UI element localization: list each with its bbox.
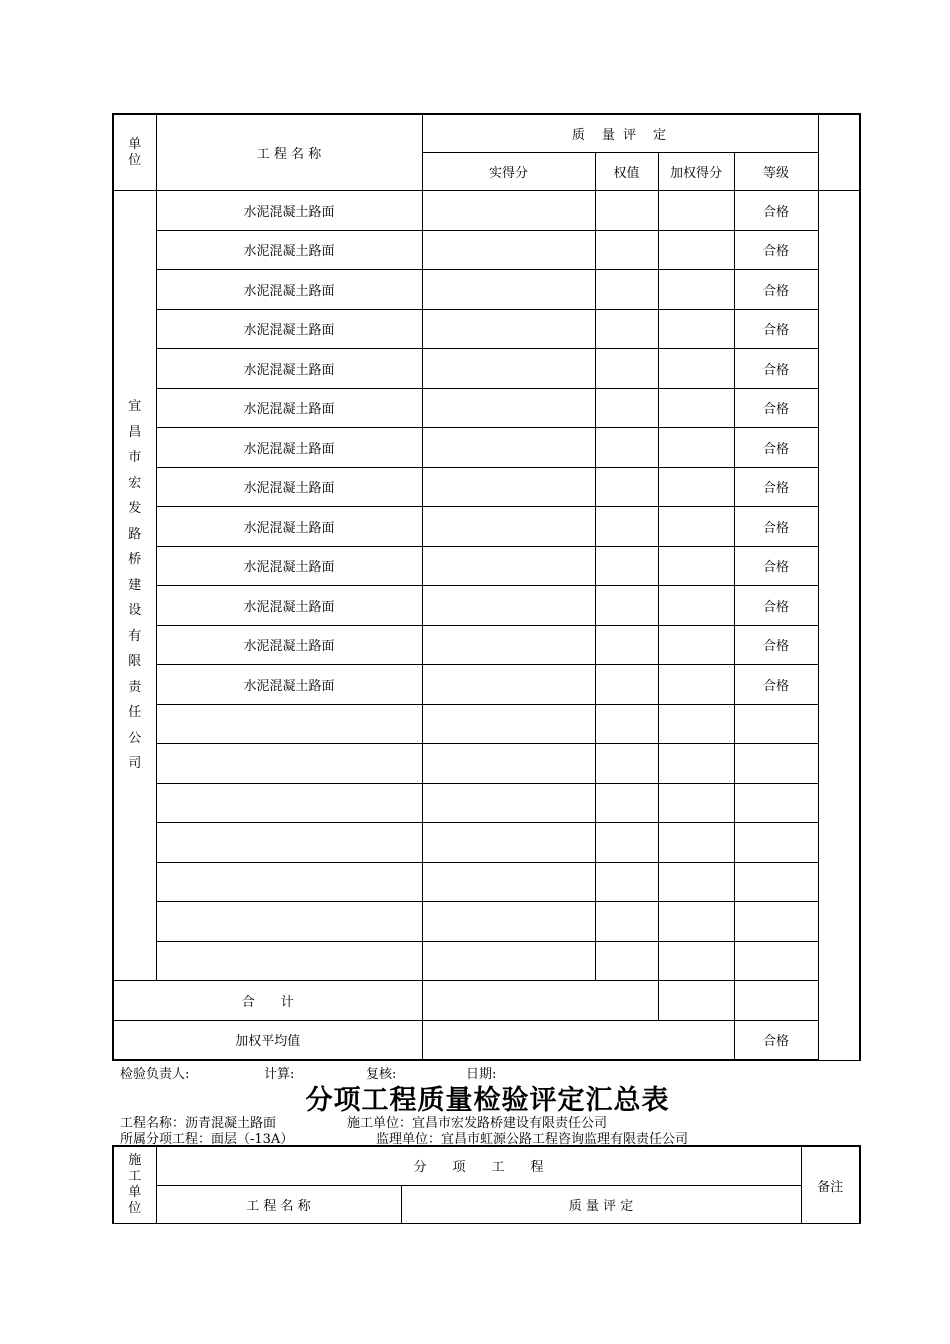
summary-title: 分项工程质量检验评定汇总表 — [305, 1085, 670, 1116]
weighted-avg-value — [422, 1020, 734, 1060]
weight-cell — [595, 744, 658, 784]
table-row — [113, 309, 860, 349]
inspector-label: 检验负责人: — [120, 1067, 190, 1082]
weighted-score-cell — [658, 941, 734, 981]
total-weighted-cell — [658, 981, 734, 1021]
actual-score-cell — [422, 467, 595, 507]
info-sub-project: 所属分项工程：面层（-13A） — [120, 1132, 294, 1147]
row-project-name — [156, 704, 422, 744]
row-grade — [734, 941, 818, 981]
weighted-avg-label: 加权平均值 — [113, 1020, 422, 1060]
grade-header: 等级 — [734, 153, 818, 191]
weight-cell — [595, 467, 658, 507]
weighted-score-cell — [658, 467, 734, 507]
row-grade — [734, 704, 818, 744]
row-project-name: 水泥混凝土路面 — [156, 349, 422, 389]
company-char: 宏 — [128, 475, 142, 491]
weight-cell — [595, 546, 658, 586]
actual-score-cell — [422, 428, 595, 468]
row-project-name: 水泥混凝土路面 — [156, 191, 422, 231]
row-project-name — [156, 744, 422, 784]
row-project-name: 水泥混凝土路面 — [156, 467, 422, 507]
weighted-score-cell — [658, 665, 734, 705]
table-row — [113, 862, 860, 902]
info-supervisor: 监理单位：宜昌市虹源公路工程咨询监理有限责任公司 — [376, 1132, 689, 1147]
weighted-score-cell — [658, 704, 734, 744]
weight-cell — [595, 902, 658, 942]
weighted-score-cell — [658, 744, 734, 784]
table-row — [113, 665, 860, 705]
right-blank-column — [818, 191, 860, 1061]
actual-score-cell — [422, 546, 595, 586]
row-grade: 合格 — [734, 625, 818, 665]
company-char: 责 — [128, 679, 142, 695]
table-row — [113, 507, 860, 547]
row-grade: 合格 — [734, 586, 818, 626]
quality-eval-header: 质 量 评 定 — [422, 114, 818, 153]
weight-cell — [595, 625, 658, 665]
actual-score-cell — [422, 783, 595, 823]
weight-cell — [595, 507, 658, 547]
weight-cell — [595, 862, 658, 902]
weighted-score-cell — [658, 625, 734, 665]
row-project-name: 水泥混凝土路面 — [156, 625, 422, 665]
weighted-score-cell — [658, 309, 734, 349]
weighted-score-cell — [658, 507, 734, 547]
total-label: 合 计 — [113, 981, 422, 1021]
sub-project-header: 分 项 工 程 — [156, 1146, 801, 1185]
table-row — [113, 902, 860, 942]
company-char: 桥 — [128, 552, 142, 568]
quality-summary-table — [112, 113, 861, 1061]
date-label: 日期: — [466, 1067, 497, 1082]
quality-eval-header-2: 质 量 评 定 — [401, 1185, 801, 1224]
actual-score-cell — [422, 941, 595, 981]
company-char: 公 — [128, 730, 142, 746]
weight-cell — [595, 349, 658, 389]
weight-cell — [595, 704, 658, 744]
row-project-name: 水泥混凝土路面 — [156, 546, 422, 586]
actual-score-cell — [422, 270, 595, 310]
row-grade — [734, 744, 818, 784]
row-grade: 合格 — [734, 230, 818, 270]
row-grade: 合格 — [734, 467, 818, 507]
weighted-score-cell — [658, 586, 734, 626]
weight-cell — [595, 665, 658, 705]
row-project-name: 水泥混凝土路面 — [156, 665, 422, 705]
company-char: 路 — [128, 526, 142, 542]
info-project-name: 工程名称：沥青混凝土路面 — [120, 1116, 277, 1131]
weight-cell — [595, 823, 658, 863]
row-project-name: 水泥混凝土路面 — [156, 388, 422, 428]
company-char: 宜 — [128, 399, 142, 415]
row-grade: 合格 — [734, 309, 818, 349]
table-row — [113, 191, 860, 231]
company-char: 任 — [128, 705, 142, 721]
actual-score-cell — [422, 191, 595, 231]
company-char: 发 — [128, 501, 142, 517]
actual-score-cell — [422, 823, 595, 863]
weighted-score-cell — [658, 349, 734, 389]
row-project-name: 水泥混凝土路面 — [156, 309, 422, 349]
actual-score-cell — [422, 704, 595, 744]
row-project-name: 水泥混凝土路面 — [156, 428, 422, 468]
review-label: 复核: — [366, 1067, 397, 1082]
row-grade: 合格 — [734, 191, 818, 231]
company-char: 昌 — [128, 424, 142, 440]
row-grade: 合格 — [734, 270, 818, 310]
row-project-name — [156, 902, 422, 942]
row-grade: 合格 — [734, 349, 818, 389]
actual-score-cell — [422, 309, 595, 349]
row-grade: 合格 — [734, 428, 818, 468]
unit-header: 单 位 — [113, 114, 156, 191]
weighted-score-header: 加权得分 — [658, 153, 734, 191]
sub-project-summary-table — [112, 1145, 861, 1224]
weighted-avg-grade: 合格 — [734, 1020, 818, 1060]
row-grade — [734, 783, 818, 823]
weighted-score-cell — [658, 823, 734, 863]
info-contractor: 施工单位：宜昌市宏发路桥建设有限责任公司 — [347, 1116, 608, 1131]
project-name-header-2: 工 程 名 称 — [156, 1185, 401, 1224]
company-char: 建 — [128, 577, 142, 593]
weight-header: 权值 — [595, 153, 658, 191]
table-row — [113, 546, 860, 586]
row-grade: 合格 — [734, 546, 818, 586]
weighted-score-cell — [658, 902, 734, 942]
actual-score-cell — [422, 902, 595, 942]
actual-score-header: 实得分 — [422, 153, 595, 191]
row-project-name — [156, 941, 422, 981]
weight-cell — [595, 309, 658, 349]
actual-score-cell — [422, 586, 595, 626]
weight-cell — [595, 428, 658, 468]
table-row — [113, 270, 860, 310]
table-row — [113, 349, 860, 389]
row-grade: 合格 — [734, 507, 818, 547]
row-project-name — [156, 823, 422, 863]
table-row — [113, 428, 860, 468]
company-char: 设 — [128, 603, 142, 619]
row-grade: 合格 — [734, 665, 818, 705]
contractor-unit-header: 施 工 单 位 — [113, 1146, 156, 1224]
row-project-name: 水泥混凝土路面 — [156, 507, 422, 547]
actual-score-cell — [422, 862, 595, 902]
row-project-name: 水泥混凝土路面 — [156, 270, 422, 310]
row-project-name — [156, 862, 422, 902]
total-grade-cell — [734, 981, 818, 1021]
weight-cell — [595, 388, 658, 428]
actual-score-cell — [422, 507, 595, 547]
actual-score-cell — [422, 388, 595, 428]
weight-cell — [595, 586, 658, 626]
total-actual-cell — [422, 981, 658, 1021]
project-name-header: 工 程 名 称 — [156, 114, 422, 191]
company-char: 司 — [128, 756, 142, 772]
table-row — [113, 823, 860, 863]
table-row — [113, 230, 860, 270]
table-row — [113, 941, 860, 981]
actual-score-cell — [422, 625, 595, 665]
weighted-score-cell — [658, 388, 734, 428]
actual-score-cell — [422, 349, 595, 389]
row-grade — [734, 823, 818, 863]
actual-score-cell — [422, 665, 595, 705]
company-char: 限 — [128, 654, 142, 670]
row-project-name: 水泥混凝土路面 — [156, 230, 422, 270]
remark-header: 备注 — [801, 1146, 860, 1224]
row-project-name — [156, 783, 422, 823]
company-char: 市 — [128, 450, 142, 466]
weight-cell — [595, 191, 658, 231]
right-blank-header — [818, 114, 860, 191]
company-char: 有 — [128, 628, 142, 644]
weighted-score-cell — [658, 270, 734, 310]
weight-cell — [595, 230, 658, 270]
row-grade — [734, 902, 818, 942]
row-grade: 合格 — [734, 388, 818, 428]
weighted-score-cell — [658, 428, 734, 468]
table-row — [113, 744, 860, 784]
actual-score-cell — [422, 744, 595, 784]
weighted-score-cell — [658, 783, 734, 823]
table-row — [113, 783, 860, 823]
weighted-score-cell — [658, 862, 734, 902]
calc-label: 计算: — [264, 1067, 295, 1082]
weight-cell — [595, 270, 658, 310]
table-row — [113, 467, 860, 507]
table-row — [113, 586, 860, 626]
weighted-score-cell — [658, 546, 734, 586]
weighted-score-cell — [658, 191, 734, 231]
weighted-score-cell — [658, 230, 734, 270]
table-row — [113, 388, 860, 428]
actual-score-cell — [422, 230, 595, 270]
weight-cell — [595, 783, 658, 823]
row-grade — [734, 862, 818, 902]
table-row — [113, 625, 860, 665]
table-row — [113, 704, 860, 744]
row-project-name: 水泥混凝土路面 — [156, 586, 422, 626]
weight-cell — [595, 941, 658, 981]
company-name-vertical — [113, 191, 156, 981]
